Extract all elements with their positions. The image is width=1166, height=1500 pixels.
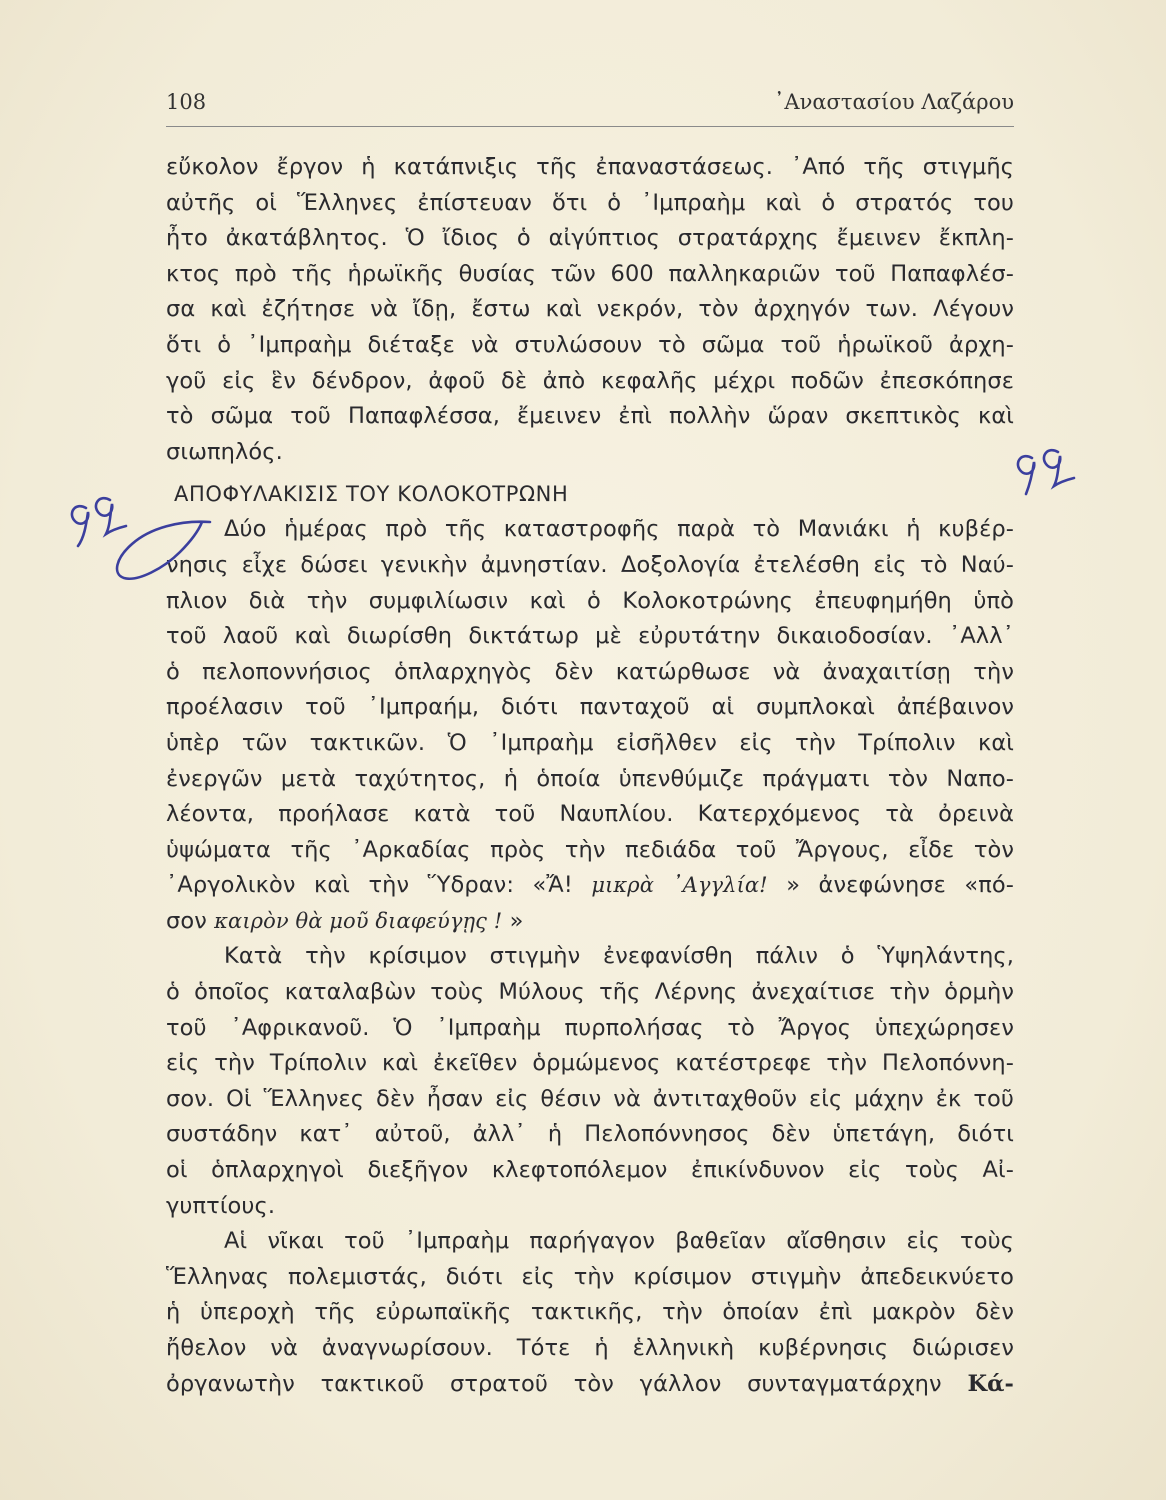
text-line: Κατὰ τὴν κρίσιμον στιγμὴν ἐνεφανίσθη πάλιν ὁ Ὑψηλάντης, <box>224 943 1014 970</box>
text-line: πλιον διὰ τὴν συμφιλίωσιν καὶ ὁ Κολοκοτρώνης ἐπευφημήθη ὑπὸ <box>166 587 1014 614</box>
text-line: συστάδην κατ᾿ αὐτοῦ, ἀλλ᾿ ἡ Πελοπόννησος δὲν ὑπετάγη, διότι <box>166 1121 1014 1148</box>
text-line-with-quote <box>166 904 1014 940</box>
handwritten-mark-right-icon <box>1010 440 1082 500</box>
text-line: εὔκολον ἔργον ἡ κατάπνιξις τῆς ἐπαναστάσεως. ᾿Από τῆς στιγμῆς <box>166 154 1014 180</box>
text-line: προέλασιν τοῦ ᾿Ιμπραήμ, διότι πανταχοῦ αἱ συμπλοκαὶ ἀπέβαινον <box>166 694 1014 721</box>
text-segment: ᾿Αργολικὸν καὶ τὴν Ὕδραν: «Ἄ! <box>166 872 573 899</box>
text-line: γυπτίους. <box>166 1192 276 1219</box>
text-line: γοῦ εἰς ἓν δένδρον, ἀφοῦ δὲ ἀπὸ κεφαλῆς μέχρι ποδῶν ἐπεσκόπησε <box>166 367 1014 394</box>
text-line: ὑψώματα τῆς ᾿Αρκαδίας πρὸς τὴν πεδιάδα τοῦ Ἄργους, εἶδε τὸν <box>166 836 1014 863</box>
text-line: τοῦ ᾿Αφρικανοῦ. Ὁ ᾿Ιμπραὴμ πυρπολήσας τὸ Ἄργος ὑπεχώρησεν <box>166 1014 1014 1041</box>
text-segment: » ἀνεφώνησε «πό- <box>786 872 1014 899</box>
text-line: οἱ ὁπλαρχηγοὶ διεξῆγον κλεφτοπόλεμον ἐπικίνδυνον εἰς τοὺς Αἰ- <box>166 1157 1014 1184</box>
text-line: ὅτι ὁ ᾿Ιμπραὴμ διέταξε νὰ στυλώσουν τὸ σῶμα τοῦ ἡρωϊκοῦ ἀρχη- <box>166 331 1014 358</box>
text-line: ἦτο ἀκατάβλητος. Ὁ ἴδιος ὁ αἰγύπτιος στρατάρχης ἔμεινεν ἔκπλη- <box>166 225 1014 252</box>
text-line: λέοντα, προήλασε κατὰ τοῦ Ναυπλίου. Κατερχόμενος τὰ ὀρεινὰ <box>166 801 1014 828</box>
bold-name: Κά- <box>967 1370 1014 1397</box>
text-line: ὁ ὁποῖος καταλαβὼν τοὺς Μύλους τῆς Λέρνης ἀνεχαίτισε τὴν ὁρμὴν <box>166 979 1014 1006</box>
text-line: Ἕλληνας πολεμιστάς, διότι εἰς τὴν κρίσιμον στιγμὴν ἀπεδεικνύετο <box>166 1263 1014 1290</box>
italic-quote: μικρὰ ᾿Αγγλία! <box>591 873 768 898</box>
text-segment: σον <box>166 907 207 934</box>
text-line: αὐτῆς οἱ Ἕλληνες ἐπίστευαν ὅτι ὁ ᾿Ιμπραὴμ καὶ ὁ στρατός του <box>166 189 1014 216</box>
text-line: ἤθελον νὰ ἀναγνωρίσουν. Τότε ἡ ἑλληνικὴ κυβέρνησις διώρισεν <box>166 1335 1014 1361</box>
text-line: ὑπὲρ τῶν τακτικῶν. Ὁ ᾿Ιμπραὴμ εἰσῆλθεν εἰς τὴν Τρίπολιν καὶ <box>166 729 1014 756</box>
text-line-end <box>166 1367 1014 1403</box>
running-title: ᾿Αναστασίου Λαζάρου <box>773 90 1014 114</box>
page-number: 108 <box>166 90 207 114</box>
text-line: ὁ πελοποννήσιος ὁπλαρχηγὸς δὲν κατώρθωσε νὰ ἀναχαιτίσῃ τὴν <box>166 658 1014 685</box>
text-line: ἐνεργῶν μετὰ ταχύτητος, ἡ ὁποία ὑπενθύμιζε πράγματι τὸν Ναπο- <box>166 765 1014 792</box>
text-line: τοῦ λαοῦ καὶ διωρίσθη δικτάτωρ μὲ εὐρυτάτην δικαιοδοσίαν. ᾿Αλλ᾿ <box>166 623 1014 650</box>
italic-quote: καιρὸν θὰ μοῦ διαφεύγῃς ! <box>214 908 503 933</box>
body-text <box>166 150 1014 1402</box>
text-line: τὸ σῶμα τοῦ Παπαφλέσσα, ἔμεινεν ἐπὶ πολλὴν ὥραν σκεπτικὸς καὶ <box>166 403 1014 430</box>
text-segment: ὀργανωτὴν τακτικοῦ στρατοῦ τὸν γάλλον συνταγματάρχην <box>166 1370 942 1397</box>
text-line: νησις εἶχε δώσει γενικὴν ἀμνηστίαν. Δοξολογία ἐτελέσθη εἰς τὸ Ναύ- <box>166 551 1014 578</box>
page-header <box>166 86 1014 127</box>
text-line: εἰς τὴν Τρίπολιν καὶ ἐκεῖθεν ὁρμώμενος κατέστρεφε τὴν Πελοπόννη- <box>166 1050 1014 1077</box>
text-line: ἡ ὑπεροχὴ τῆς εὐρωπαϊκῆς τακτικῆς, τὴν ὁποίαν ἐπὶ μακρὸν δὲν <box>166 1299 1014 1326</box>
text-line: Αἱ νῖκαι τοῦ ᾿Ιμπραὴμ παρήγαγον βαθεῖαν αἴσθησιν εἰς τοὺς <box>224 1228 1014 1255</box>
text-line-with-quote <box>166 868 1014 904</box>
text-line: σιωπηλός. <box>166 438 283 465</box>
text-line: κτος πρὸ τῆς ἡρωϊκῆς θυσίας τῶν 600 παλληκαριῶν τοῦ Παπαφλέσ- <box>166 260 1014 287</box>
text-line: Δύο ἡμέρας πρὸ τῆς καταστροφῆς παρὰ τὸ Μανιάκι ἡ κυβέρ- <box>224 516 1014 543</box>
section-heading: ΑΠΟΦΥΛΑΚΙΣΙΣ ΤΟΥ ΚΟΛΟΚΟΤΡΩΝΗ <box>174 482 569 507</box>
text-line: σον. Οἱ Ἕλληνες δὲν ἦσαν εἰς θέσιν νὰ ἀντιταχθοῦν εἰς μάχην ἐκ τοῦ <box>166 1085 1014 1112</box>
text-segment: » <box>509 907 524 934</box>
text-line: σα καὶ ἐζήτησε νὰ ἴδῃ, ἔστω καὶ νεκρόν, τὸν ἀρχηγόν των. Λέγουν <box>166 296 1014 323</box>
